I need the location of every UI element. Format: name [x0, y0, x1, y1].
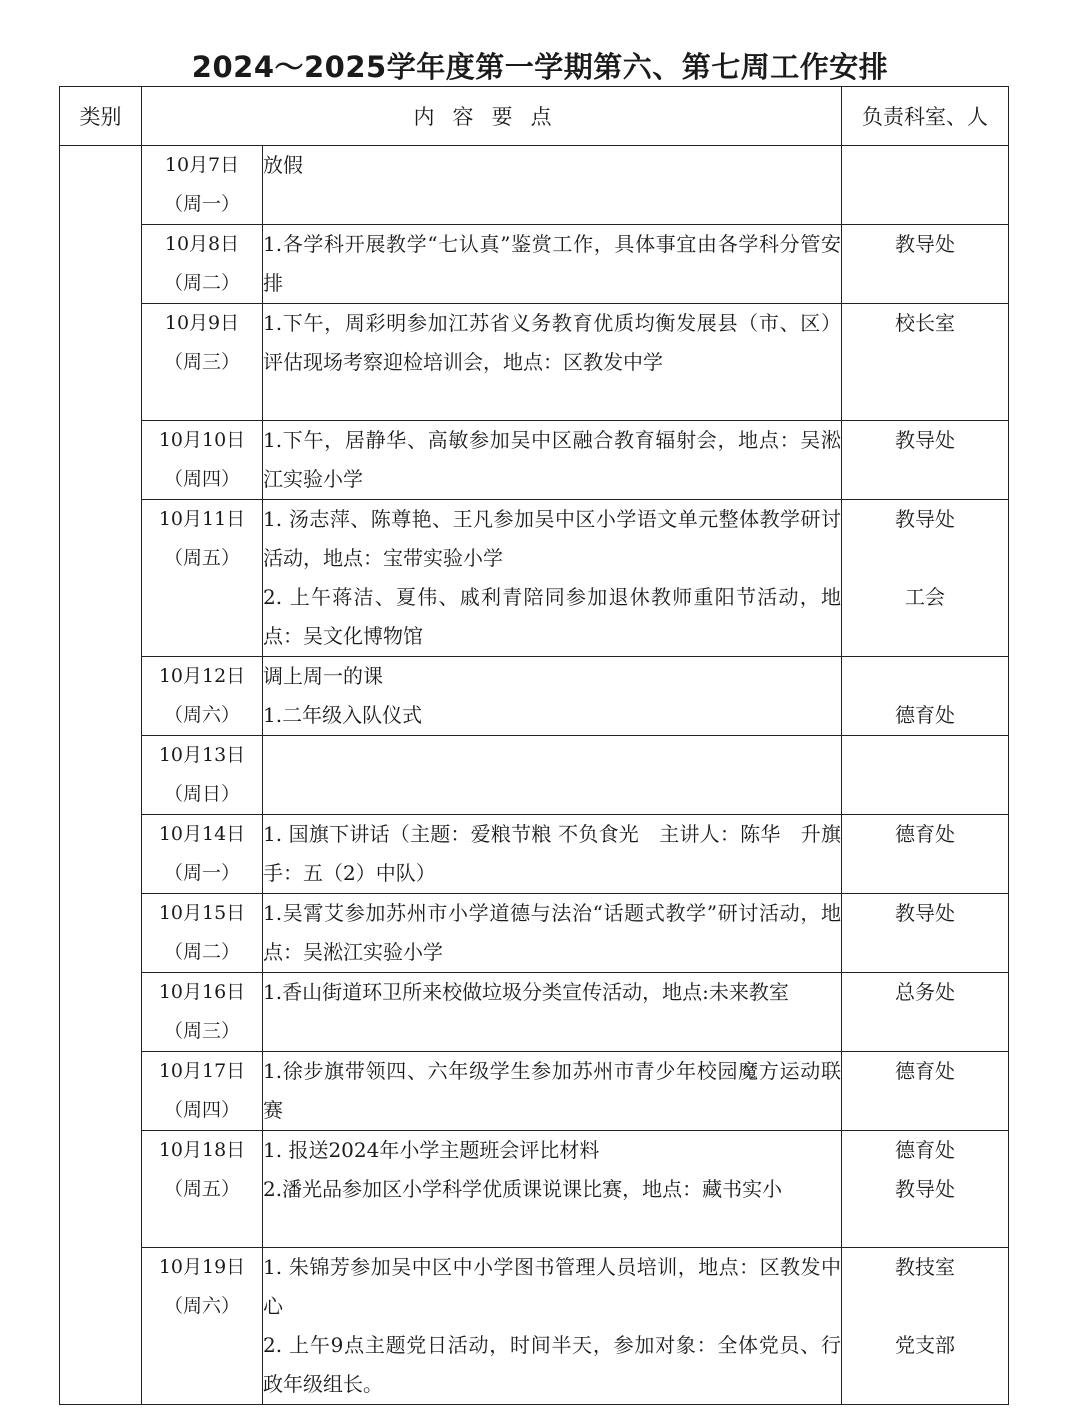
- responsible-item: 工会: [905, 585, 945, 609]
- date-cell: [142, 894, 263, 973]
- content-item: 1.二年级入队仪式: [263, 703, 423, 727]
- content-item: 1.香山街道环卫所来校做垃圾分类宣传活动，地点:未来教室: [263, 980, 789, 1004]
- content-cell: [263, 146, 842, 225]
- content-cell: [263, 736, 842, 815]
- table-row: [60, 225, 1009, 304]
- table-row: [60, 657, 1009, 736]
- responsible-cell: [842, 225, 1009, 304]
- content-item: 放假: [263, 153, 303, 177]
- date-cell: [142, 736, 263, 815]
- date-cell: [142, 1052, 263, 1131]
- weekday: （周六）: [163, 1295, 240, 1317]
- content-item: 1. 朱锦芳参加吴中区中小学图书管理人员培训，地点：区教发中心: [263, 1255, 841, 1318]
- content-item: 1.各学科开展教学“七认真”鉴赏工作，具体事宜由各学科分管安排: [263, 232, 841, 295]
- content-cell: [263, 500, 842, 657]
- responsible-item: 德育处: [895, 822, 955, 846]
- date: 10月11日: [158, 508, 246, 530]
- responsible-cell: [842, 736, 1009, 815]
- table-header-row: [60, 87, 1009, 146]
- content-cell: [263, 815, 842, 894]
- weekday: （周五）: [163, 1178, 240, 1200]
- weekday: （周二）: [163, 272, 240, 294]
- weekday: （周五）: [163, 547, 240, 569]
- content-cell: [263, 304, 842, 421]
- date-cell: [142, 973, 263, 1052]
- date: 10月12日: [158, 665, 246, 687]
- responsible-cell: [842, 500, 1009, 657]
- date-cell: [142, 815, 263, 894]
- content-cell: [263, 973, 842, 1052]
- date-cell: [142, 1248, 263, 1405]
- content-item: 2. 上午9点主题党日活动，时间半天，参加对象：全体党员、行政年级组长。: [263, 1333, 841, 1396]
- content-item: 2.潘光品参加区小学科学优质课说课比赛，地点：藏书实小: [263, 1177, 783, 1201]
- responsible-item: 教导处: [895, 1177, 955, 1201]
- content-item: 2. 上午蒋洁、夏伟、戚利青陪同参加退休教师重阳节活动，地点：吴文化博物馆: [263, 585, 841, 648]
- content-item: 1.下午，周彩明参加江苏省义务教育优质均衡发展县（市、区）评估现场考察迎检培训会，地点：区教发中学: [263, 311, 841, 374]
- date: 10月13日: [158, 744, 246, 766]
- date-cell: [142, 1131, 263, 1248]
- date-cell: [142, 657, 263, 736]
- page-title: 2024～2025学年度第一学期第六、第七周工作安排: [191, 50, 889, 84]
- weekday: （周一）: [163, 193, 240, 215]
- table-row: [60, 421, 1009, 500]
- header-responsible: 负责科室、人: [842, 87, 1009, 146]
- content-item: 1.下午，居静华、高敏参加吴中区融合教育辐射会，地点：吴淞江实验小学: [263, 428, 841, 491]
- table-row: [60, 736, 1009, 815]
- date: 10月7日: [164, 154, 240, 176]
- header-category: 类别: [60, 87, 142, 146]
- date: 10月16日: [158, 981, 246, 1003]
- content-cell: [263, 1248, 842, 1405]
- responsible-item: 党支部: [895, 1333, 955, 1357]
- responsible-cell: [842, 657, 1009, 736]
- responsible-cell: [842, 1131, 1009, 1248]
- content-cell: [263, 225, 842, 304]
- responsible-cell: [842, 421, 1009, 500]
- date-cell: [142, 146, 263, 225]
- table-row: [60, 146, 1009, 225]
- date-cell: [142, 500, 263, 657]
- date: 10月17日: [158, 1060, 246, 1082]
- date: 10月8日: [164, 233, 240, 255]
- weekday: （周四）: [163, 1099, 240, 1121]
- weekday: （周六）: [163, 704, 240, 726]
- content-item: 调上周一的课: [263, 664, 383, 688]
- responsible-item: 德育处: [895, 703, 955, 727]
- date: 10月18日: [158, 1139, 246, 1161]
- date: 10月9日: [164, 312, 240, 334]
- responsible-item: 教导处: [895, 428, 955, 452]
- date: 10月10日: [158, 429, 246, 451]
- responsible-item: 教技室: [895, 1255, 955, 1279]
- weekday: （周二）: [163, 941, 240, 963]
- responsible-cell: [842, 815, 1009, 894]
- date-cell: [142, 225, 263, 304]
- content-item: 1. 报送2024年小学主题班会评比材料: [263, 1138, 600, 1162]
- weekday: （周日）: [163, 783, 240, 805]
- content-cell: [263, 657, 842, 736]
- content-item: 1.吴霄艾参加苏州市小学道德与法治“话题式教学”研讨活动，地点：吴淞江实验小学: [263, 901, 841, 964]
- content-item: 1. 汤志萍、陈尊艳、王凡参加吴中区小学语文单元整体教学研讨活动，地点：宝带实验小学: [263, 507, 841, 570]
- table-row: [60, 1248, 1009, 1405]
- weekday: （周三）: [163, 351, 240, 373]
- table-row: [60, 1131, 1009, 1248]
- responsible-cell: [842, 894, 1009, 973]
- content-cell: [263, 1131, 842, 1248]
- responsible-item: 德育处: [895, 1138, 955, 1162]
- table-row: [60, 815, 1009, 894]
- table-row: [60, 973, 1009, 1052]
- table-row: [60, 894, 1009, 973]
- weekday: （周三）: [163, 1020, 240, 1042]
- table-row: [60, 1052, 1009, 1131]
- weekday: （周四）: [163, 468, 240, 490]
- date-cell: [142, 304, 263, 421]
- content-cell: [263, 894, 842, 973]
- schedule-table: [59, 86, 1009, 1405]
- responsible-cell: [842, 1248, 1009, 1405]
- date-cell: [142, 421, 263, 500]
- responsible-cell: [842, 1052, 1009, 1131]
- category-cell: [60, 146, 142, 1405]
- table-row: [60, 304, 1009, 421]
- content-cell: [263, 421, 842, 500]
- weekday: （周一）: [163, 862, 240, 884]
- responsible-item: 教导处: [895, 507, 955, 531]
- table-row: [60, 500, 1009, 657]
- responsible-cell: [842, 146, 1009, 225]
- date: 10月19日: [158, 1256, 246, 1278]
- date: 10月14日: [158, 823, 246, 845]
- responsible-cell: [842, 304, 1009, 421]
- content-cell: [263, 1052, 842, 1131]
- responsible-item: 教导处: [895, 901, 955, 925]
- responsible-item: 总务处: [895, 980, 955, 1004]
- date: 10月15日: [158, 902, 246, 924]
- header-content: 内容要点: [142, 87, 842, 146]
- responsible-item: 校长室: [895, 311, 955, 335]
- content-item: 1. 国旗下讲话（主题：爱粮节粮 不负食光 主讲人：陈华 升旗手：五（2）中队）: [263, 822, 841, 885]
- content-item: 1.徐步旗带领四、六年级学生参加苏州市青少年校园魔方运动联赛: [263, 1059, 841, 1122]
- responsible-item: 德育处: [895, 1059, 955, 1083]
- responsible-cell: [842, 973, 1009, 1052]
- responsible-item: 教导处: [895, 232, 955, 256]
